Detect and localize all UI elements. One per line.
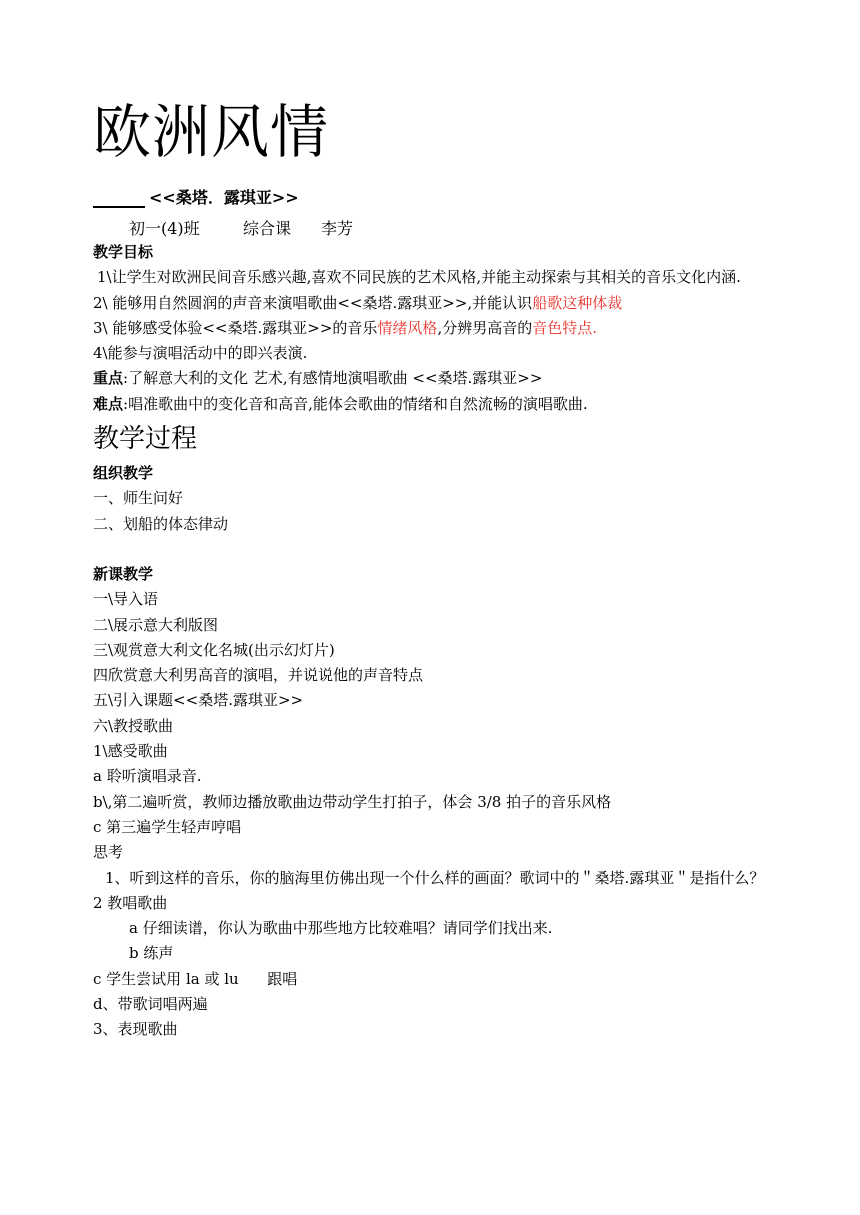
perform-song: 3、表现歌曲 <box>93 1020 178 1039</box>
new-lesson-item: 一\导入语 <box>93 590 159 609</box>
subtitle-text: <<桑塔．露琪亚>> <box>149 188 299 207</box>
difficulty <box>93 392 783 417</box>
new-lesson-item: 六\教授歌曲 <box>93 716 174 735</box>
key-point <box>93 366 783 391</box>
key-point-label: 重点 <box>93 369 124 388</box>
new-lesson-item: 五\引入课题<<桑塔.露琪亚>> <box>93 691 304 710</box>
teach-step-a: a 仔细读谱，你认为歌曲中那些地方比较难唱？请同学们找出来. <box>129 919 553 938</box>
difficulty-text: :唱准歌曲中的变化音和高音,能体会歌曲的情绪和自然流畅的演唱歌曲. <box>123 394 588 413</box>
objective-item-3 <box>93 316 783 341</box>
new-lesson-item: 1\感受歌曲 <box>93 742 168 761</box>
organize-heading: 组织教学 <box>93 464 154 483</box>
new-lesson-item: 二\展示意大利版图 <box>93 615 219 634</box>
objective-item-2 <box>93 291 783 316</box>
document-page <box>93 96 783 1043</box>
class-info <box>93 218 783 240</box>
teach-song-heading: 2 教唱歌曲 <box>93 893 168 912</box>
difficulty-label: 难点 <box>93 394 124 413</box>
organize-item: 二、划船的体态律动 <box>93 514 229 533</box>
teach-step-b: b 练声 <box>129 944 174 963</box>
teacher-name: 李芳 <box>321 219 354 238</box>
new-lesson-item: 思考 <box>93 843 124 862</box>
teach-step-d: d、带歌词唱两遍 <box>93 995 208 1014</box>
objectives-heading: 教学目标 <box>93 243 154 261</box>
objective-item-3-text: 3\ 能够感受体验<<桑塔.露琪亚>>的音乐 <box>93 318 378 337</box>
objective-item-3-highlight-1: 情绪风格 <box>377 318 438 337</box>
objective-item-3-highlight-2: 音色特点. <box>532 318 597 337</box>
new-lesson-item: a 聆听演唱录音. <box>93 767 202 786</box>
objective-item-2-highlight: 船歌这种体裁 <box>532 293 623 312</box>
think-question: 1、听到这样的音乐，你的脑海里仿佛出现一个什么样的画面？歌词中的＂桑塔.露琪亚＂是指什么？ <box>105 868 765 887</box>
organize-item: 一、师生问好 <box>93 489 184 508</box>
new-lesson-heading: 新课教学 <box>93 564 154 583</box>
page-title: 欧洲风情 <box>93 98 330 166</box>
new-lesson-item: b\,第二遍听赏，教师边播放歌曲边带动学生打拍子，体会 3/8 拍子的音乐风格 <box>93 792 612 811</box>
new-lesson-item: 四欣赏意大利男高音的演唱，并说说他的声音特点 <box>93 666 424 685</box>
objective-item-1: 1\让学生对欧洲民间音乐感兴趣,喜欢不同民族的艺术风格,并能主动探索与其相关的音乐文化内涵. <box>97 268 741 287</box>
objective-item-2-text: 2\ 能够用自然圆润的声音来演唱歌曲<<桑塔.露琪亚>>,并能认识 <box>93 293 533 312</box>
blank-line <box>93 537 783 562</box>
subtitle-underline <box>93 190 145 208</box>
new-lesson-item: c 第三遍学生轻声哼唱 <box>93 817 242 836</box>
objective-item-4: 4\能参与演唱活动中的即兴表演. <box>93 344 308 363</box>
subtitle <box>93 184 783 208</box>
key-point-text: :了解意大利的文化 艺术,有感情地演唱歌曲 <<桑塔.露琪亚>> <box>123 369 543 388</box>
objective-item-3-text-2: ,分辨男高音的 <box>437 318 533 337</box>
lesson-type: 综合课 <box>243 219 292 238</box>
teach-step-c: c 学生尝试用 la 或 lu 跟唱 <box>93 969 298 988</box>
new-lesson-item: 三\观赏意大利文化名城(出示幻灯片) <box>93 640 335 659</box>
class-name: 初一(4)班 <box>129 219 200 238</box>
process-heading: 教学过程 <box>93 424 198 455</box>
